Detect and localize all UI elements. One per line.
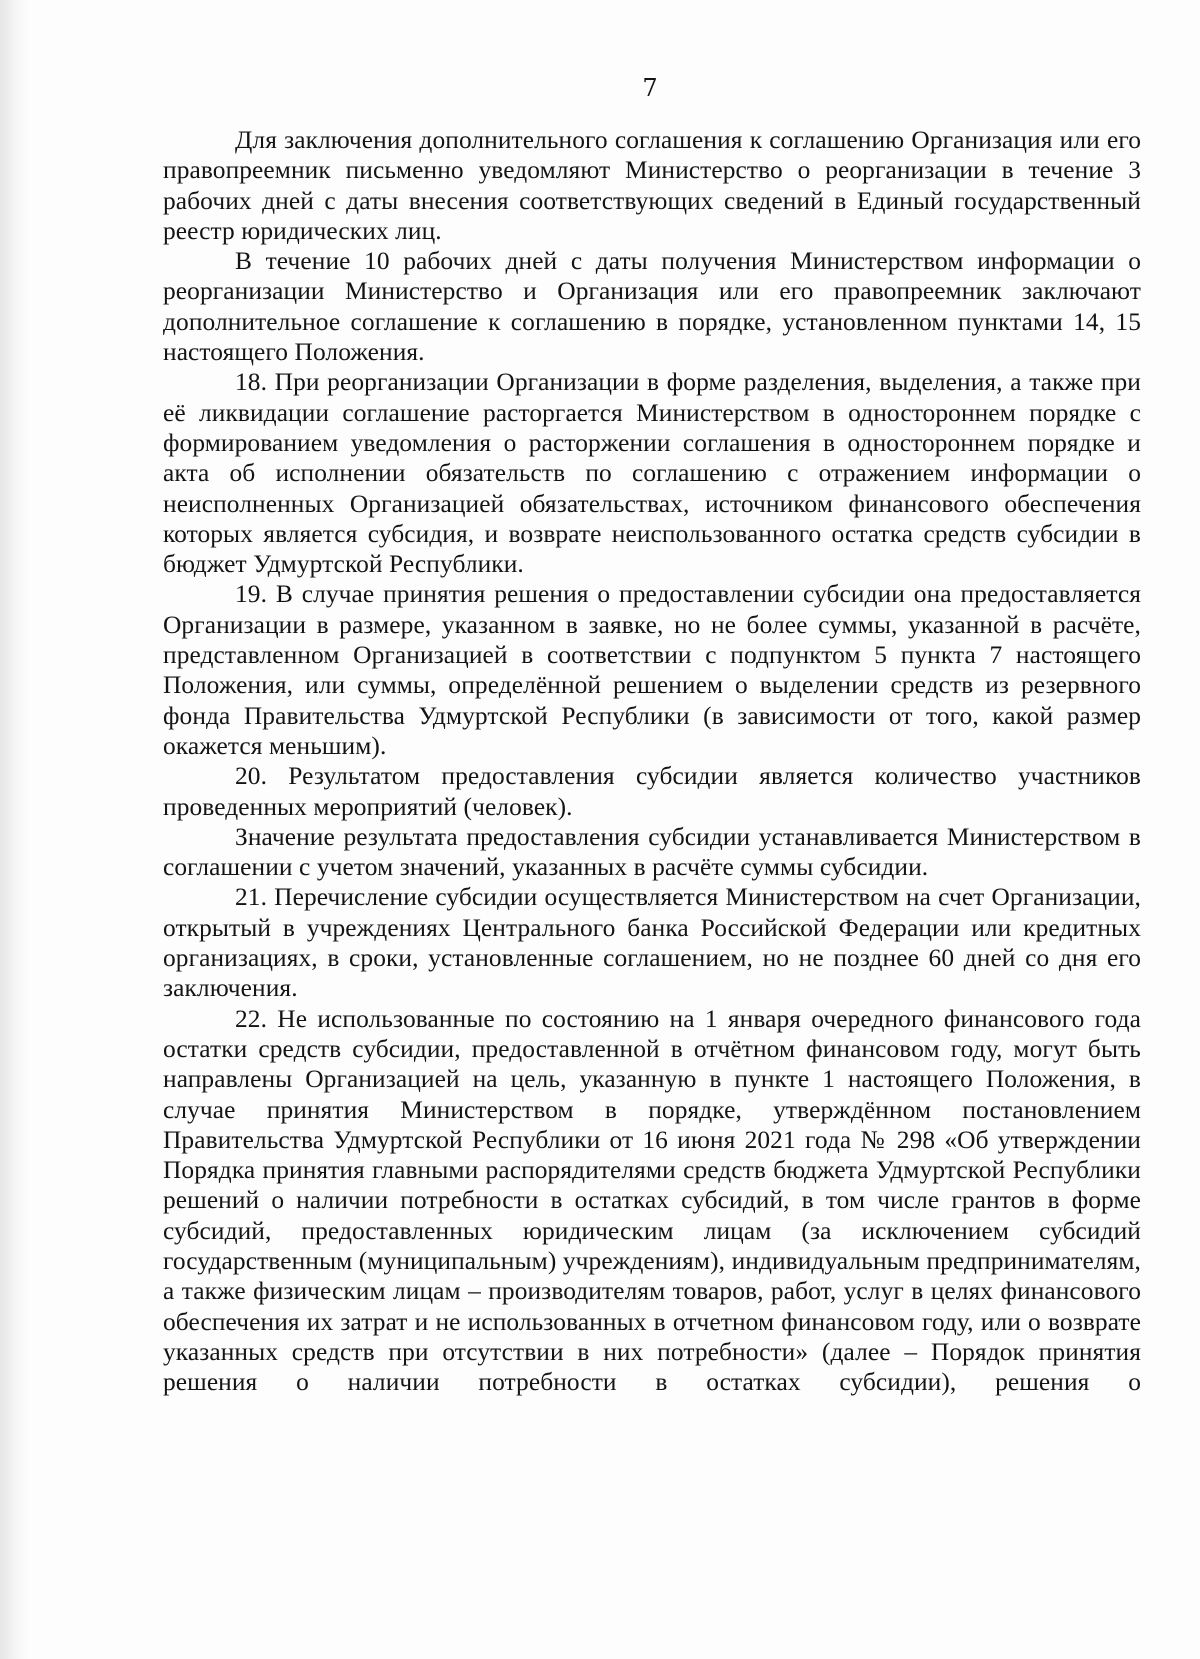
paragraph-19: 19. В случае принятия решения о предоставлении субсидии она предоставляется Организации в размере, указанном в заявке, но не более суммы, указанной в расчёте, представленном Организацией в соответствии с подпунктом 5 пункта 7 настоящего Положения, или суммы, определённой решением о выделении средств из резервного фонда Правительства Удмуртской Республики (в зависимости от того, какой размер окажется меньшим). [163,580,1141,760]
paragraph-20: 20. Результатом предоставления субсидии является количество участников проведенных мероприятий (человек). [163,762,1141,821]
paragraph-22: 22. Не использованные по состоянию на 1 января очередного финансового года остатки средств субсидии, предоставленной в отчётном финансовом году, могут быть направлены Организацией на цель, указанную в пункте 1 настоящего Положения, в случае принятия Министерством в порядке, утверждённом постановлением Правительства Удмуртской Республики от 16 июня 2021 года № 298 «Об утверждении Порядка принятия главными распорядителями средств бюджета Удмуртской Республики решений о наличии потребности в остатках субсидий, в том числе грантов в форме субсидий, предоставленных юридическим лицам (за исключением субсидий государственным (муниципальным) учреждениям), индивидуальным предпринимателям, а также физическим лицам – производителям товаров, работ, услуг в целях финансового обеспечения их затрат и не использованных в отчетном финансовом году, или о возврате указанных средств при отсутствии в них потребности» (далее – Порядок принятия решения о наличии потребности в остатках субсидии), решения о [163,1004,1141,1397]
paragraph-18: 18. При реорганизации Организации в форме разделения, выделения, а также при её ликвидации соглашение расторгается Министерством в одностороннем порядке с формированием уведомления о расторжении соглашения в одностороннем порядке и акта об исполнении обязательств по соглашению с отражением информации о неисполненных Организацией обязательствах, источником финансового обеспечения которых является субсидия, и возврате неиспользованного остатка средств субсидии в бюджет Удмуртской Республики. [163,368,1141,579]
document-body [163,125,1141,1397]
paragraph-result-value: Значение результата предоставления субсидии устанавливается Министерством в соглашении с учетом значений, указанных в расчёте суммы субсидии. [163,822,1141,882]
page-number: 7 [642,74,658,102]
scan-edge [0,0,30,1659]
paragraph-21: 21. Перечисление субсидии осуществляется Министерством на счет Организации, открытый в учреждениях Центрального банка Российской Федерации или кредитных организациях, в сроки, установленные соглашением, но не позднее 60 дней со дня его заключения. [163,883,1141,1003]
paragraph-additional-agreement: В течение 10 рабочих дней с даты получения Министерством информации о реорганизации Министерство и Организация или его правопреемник заключают дополнительное соглашение к соглашению в порядке, установленном пунктами 14, 15 настоящего Положения. [163,247,1141,367]
paragraph-reorganization-notice: Для заключения дополнительного соглашения к соглашению Организация или его правопреемник письменно уведомляют Министерство о реорганизации в течение 3 рабочих дней с даты внесения соответствующих сведений в Единый государственный реестр юридических лиц. [163,126,1141,245]
